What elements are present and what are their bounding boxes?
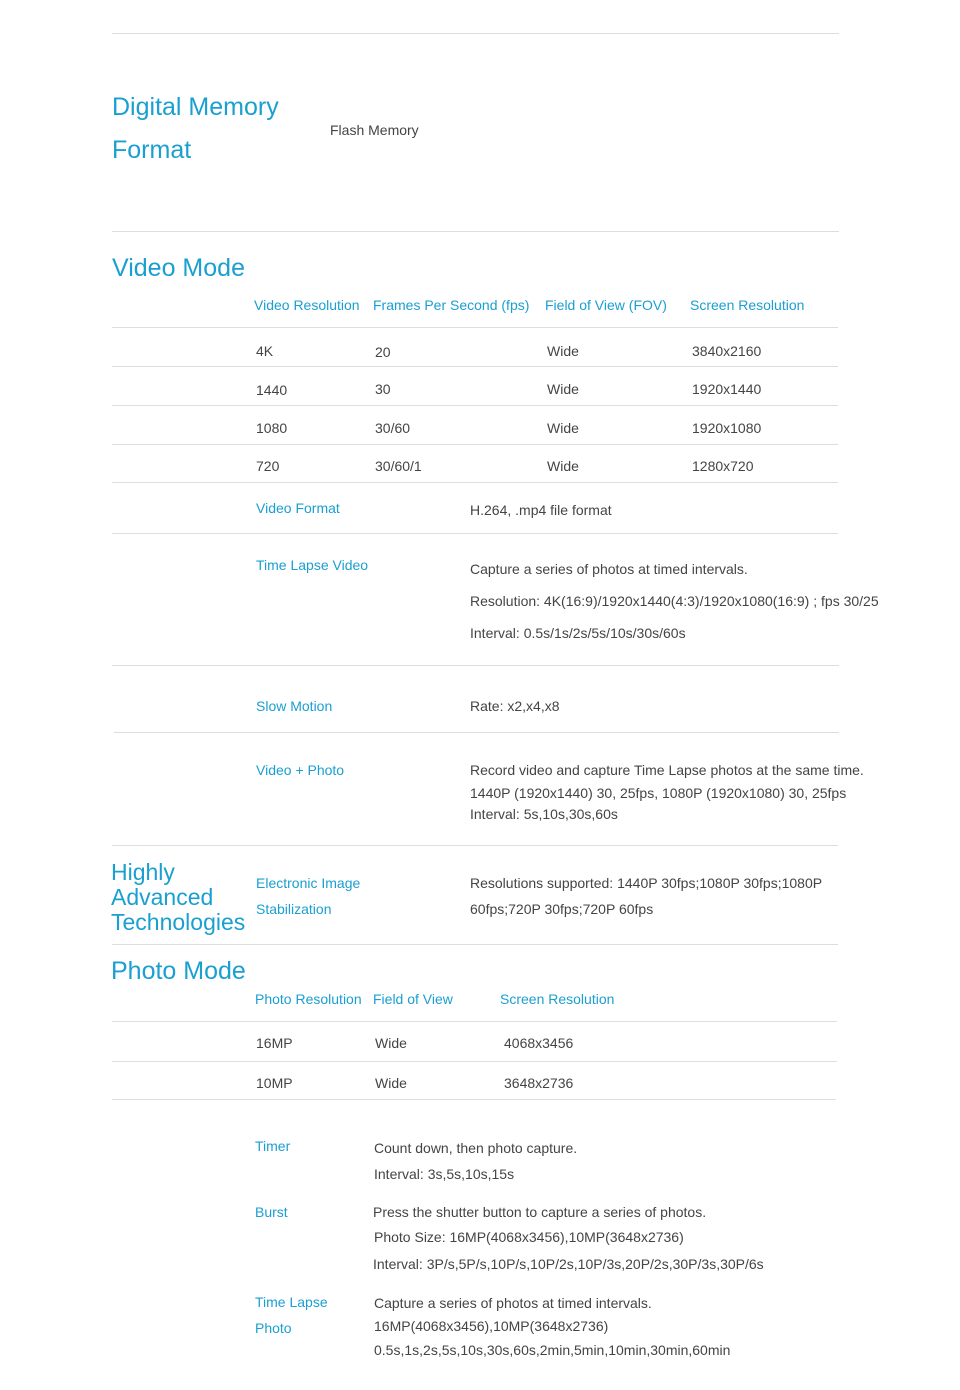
video-photo-label: Video + Photo: [256, 762, 345, 778]
advanced-title-line: Technologies: [111, 909, 246, 935]
time-lapse-photo-line: 16MP(4068x3456),10MP(3648x2736): [374, 1318, 609, 1334]
eis-label-line1: Electronic Image: [256, 875, 361, 891]
table-cell: 1280x720: [692, 458, 754, 474]
table-cell: Wide: [375, 1035, 407, 1051]
eis-value-line1: Resolutions supported: 1440P 30fps;1080P 30fps;1080P: [470, 875, 823, 891]
advanced-title-line: Highly: [111, 859, 175, 885]
video-photo-line: Record video and capture Time Lapse photos at the same time.: [470, 762, 864, 778]
divider-advanced: [112, 944, 838, 945]
divider-memory: [112, 231, 839, 232]
table-cell: 16MP: [256, 1035, 293, 1051]
time-lapse-video-line: Interval: 0.5s/1s/2s/5s/10s/30s/60s: [470, 625, 686, 641]
timer-line: Interval: 3s,5s,10s,15s: [374, 1166, 515, 1182]
table-cell: Wide: [547, 458, 579, 474]
divider-photo-header: [112, 1021, 837, 1022]
memory-title-line2: Format: [112, 136, 192, 164]
slow-motion-label: Slow Motion: [256, 698, 333, 714]
divider-video-format: [112, 533, 838, 534]
table-cell: 720: [256, 458, 280, 474]
eis-label-line2: Stabilization: [256, 901, 332, 917]
table-cell: 30/60: [375, 420, 411, 436]
table-cell: 4068x3456: [504, 1035, 574, 1051]
divider-row: [112, 444, 838, 445]
time-lapse-video-line: Resolution: 4K(16:9)/1920x1440(4:3)/1920x1080(16:9) ; fps 30/25: [470, 593, 879, 609]
time-lapse-video-line: Capture a series of photos at timed intervals.: [470, 561, 748, 577]
video-photo-line: 1440P (1920x1440) 30, 25fps, 1080P (1920x1080) 30, 25fps: [470, 785, 847, 801]
table-cell: 1920x1080: [692, 420, 762, 436]
time-lapse-video-label: Time Lapse Video: [256, 557, 369, 573]
table-cell: 10MP: [256, 1075, 293, 1091]
divider-row: [112, 482, 838, 483]
advanced-title: [111, 860, 245, 935]
table-cell: 3840x2160: [692, 343, 762, 359]
table-cell: Wide: [547, 420, 579, 436]
table-cell: 30: [375, 381, 391, 397]
video-mode-title: Video Mode: [112, 254, 245, 282]
table-cell: Wide: [547, 381, 579, 397]
table-cell: 4K: [256, 343, 274, 359]
memory-value: Flash Memory: [330, 122, 419, 138]
advanced-title-line: Advanced: [111, 884, 214, 910]
table-cell: 1080: [256, 420, 288, 436]
burst-line: Interval: 3P/s,5P/s,10P/s,10P/2s,10P/3s,20P/2s,30P/3s,30P/6s: [373, 1256, 764, 1272]
table-cell: 30/60/1: [375, 458, 422, 474]
eis-value-line2: 60fps;720P 30fps;720P 60fps: [470, 901, 654, 917]
divider-video-photo: [112, 845, 838, 846]
burst-label: Burst: [255, 1204, 288, 1220]
table-cell: Wide: [375, 1075, 407, 1091]
divider-slow-motion: [114, 732, 839, 733]
video-header-fps: Frames Per Second (fps): [373, 297, 530, 313]
table-cell: 3648x2736: [504, 1075, 574, 1091]
table-cell: 1440: [256, 382, 288, 398]
video-format-value: H.264, .mp4 file format: [470, 502, 612, 518]
divider-row: [112, 405, 838, 406]
timer-line: Count down, then photo capture.: [374, 1140, 578, 1156]
photo-header-fov: Field of View: [373, 991, 453, 1007]
table-cell: 1920x1440: [692, 381, 762, 397]
video-header-resolution: Video Resolution: [254, 297, 360, 313]
photo-header-screen: Screen Resolution: [500, 991, 615, 1007]
burst-line: Photo Size: 16MP(4068x3456),10MP(3648x2736): [374, 1229, 684, 1245]
timer-label: Timer: [255, 1138, 291, 1154]
divider-time-lapse-video: [112, 665, 839, 666]
video-photo-line: Interval: 5s,10s,30s,60s: [470, 806, 618, 822]
time-lapse-photo-line: Capture a series of photos at timed intervals.: [374, 1295, 652, 1311]
memory-title-line1: Digital Memory: [112, 93, 279, 121]
divider-row: [112, 1061, 837, 1062]
time-lapse-photo-line: 0.5s,1s,2s,5s,10s,30s,60s,2min,5min,10min,30min,60min: [374, 1342, 731, 1358]
video-header-screen: Screen Resolution: [690, 297, 805, 313]
divider-top: [112, 33, 839, 34]
divider-row: [112, 366, 838, 367]
burst-line: Press the shutter button to capture a series of photos.: [373, 1204, 707, 1220]
divider-photo-table-end: [112, 1099, 836, 1100]
photo-mode-title: Photo Mode: [111, 957, 246, 985]
video-format-label: Video Format: [256, 500, 340, 516]
divider-video-header: [112, 327, 838, 328]
video-header-fov: Field of View (FOV): [545, 297, 667, 313]
time-lapse-photo-label-line1: Time Lapse: [255, 1294, 328, 1310]
slow-motion-value: Rate: x2,x4,x8: [470, 698, 560, 714]
table-cell: Wide: [547, 343, 579, 359]
table-cell: 20: [375, 344, 391, 360]
photo-header-resolution: Photo Resolution: [255, 991, 362, 1007]
time-lapse-photo-label-line2: Photo: [255, 1320, 292, 1336]
